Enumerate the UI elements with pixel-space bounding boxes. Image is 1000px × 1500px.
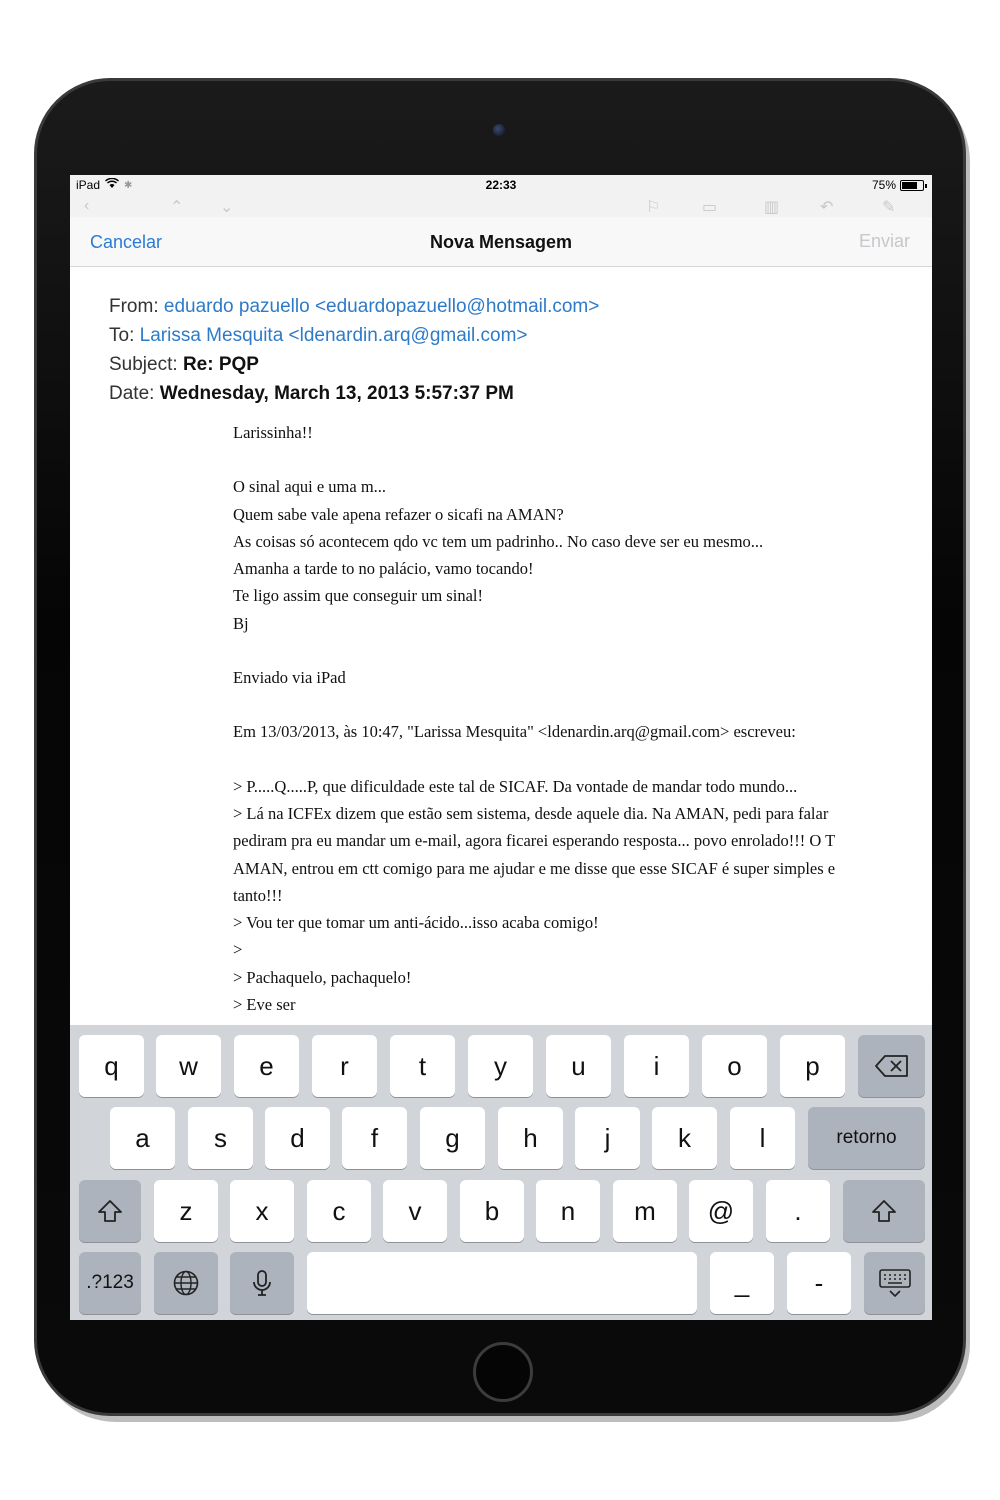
key-x[interactable]: x <box>230 1180 294 1242</box>
delete-icon <box>875 1055 909 1077</box>
key-d[interactable]: d <box>265 1107 330 1169</box>
greeting-line: Larissinha!! <box>233 423 313 442</box>
key-a[interactable]: a <box>110 1107 175 1169</box>
status-right <box>872 178 924 192</box>
body-line: As coisas só acontecem qdo vc tem um padrinho.. No caso deve ser eu mesmo... <box>233 531 764 551</box>
key-underscore[interactable]: _ <box>710 1252 774 1314</box>
from-row <box>109 292 599 321</box>
status-time: 22:33 <box>485 178 517 192</box>
key-o[interactable]: o <box>702 1035 767 1097</box>
subject-label: Subject: <box>109 354 178 375</box>
shift-icon <box>97 1199 123 1223</box>
quoted-line: > Vou ter que tomar um anti-ácido...isso acaba comigo! <box>233 913 599 933</box>
date-label: Date: <box>109 383 155 404</box>
key-dash[interactable]: - <box>787 1252 851 1314</box>
status-bar <box>70 175 932 195</box>
key-c[interactable]: c <box>307 1180 371 1242</box>
key-at[interactable]: @ <box>689 1180 753 1242</box>
flag-icon: ⚐ <box>646 199 661 216</box>
compose-header <box>70 217 932 267</box>
down-chevron-icon: ⌄ <box>220 199 234 216</box>
key-q[interactable]: q <box>79 1035 144 1097</box>
key-n[interactable]: n <box>536 1180 600 1242</box>
compose-icon: ✎ <box>882 199 896 216</box>
subject-value: Re: PQP <box>182 354 259 375</box>
body-line: Quem sabe vale apena refazer o sicafi na AMAN? <box>233 504 564 524</box>
battery-icon <box>900 180 924 191</box>
key-k[interactable]: k <box>652 1107 717 1169</box>
background-mail-toolbar <box>70 195 932 217</box>
key-g[interactable]: g <box>420 1107 485 1169</box>
message-body[interactable] <box>233 419 932 1018</box>
key-r[interactable]: r <box>312 1035 377 1097</box>
back-chevron-icon: ‹ <box>84 197 90 214</box>
home-button[interactable] <box>473 1342 533 1402</box>
mail-headers <box>109 292 599 408</box>
key-m[interactable]: m <box>613 1180 677 1242</box>
reply-icon: ↶ <box>820 199 834 216</box>
key-p[interactable]: p <box>780 1035 845 1097</box>
quoted-line: > <box>233 940 243 960</box>
numbers-key[interactable]: .?123 <box>79 1252 141 1314</box>
blank-line <box>233 746 932 773</box>
quoted-line: > Pachaquelo, pachaquelo! <box>233 967 412 987</box>
device-name: iPad <box>76 178 101 192</box>
return-key[interactable]: retorno <box>808 1107 925 1169</box>
quoted-line: > Lá na ICFEx dizem que estão sem sistema, desde aquele dia. Na AMAN, pedi para falar <box>233 803 829 823</box>
dictation-key[interactable] <box>230 1252 294 1314</box>
body-line: Bj <box>233 613 249 633</box>
compose-title: Nova Mensagem <box>429 232 573 252</box>
blank-line <box>233 637 932 664</box>
battery-fill <box>902 182 917 189</box>
space-bar[interactable] <box>307 1252 697 1314</box>
date-row <box>109 379 599 408</box>
key-e[interactable]: e <box>234 1035 299 1097</box>
to-row <box>109 321 599 350</box>
quoted-line: pediram pra eu mandar um e-mail, agora ficarei esperando resposta... povo enrolado!!! O T <box>233 831 836 851</box>
camera-icon <box>493 124 505 136</box>
screen <box>70 175 932 1320</box>
key-v[interactable]: v <box>383 1180 447 1242</box>
hide-keyboard-key[interactable] <box>864 1252 925 1314</box>
send-button[interactable]: Enviar <box>858 231 910 251</box>
delete-key[interactable] <box>858 1035 925 1097</box>
to-value[interactable]: Larissa Mesquita <ldenardin.arq@gmail.com> <box>139 325 528 346</box>
shift-icon <box>871 1199 897 1223</box>
key-y[interactable]: y <box>468 1035 533 1097</box>
from-value[interactable]: eduardo pazuello <eduardopazuello@hotmail.com> <box>163 296 600 317</box>
cancel-button[interactable]: Cancelar <box>90 232 163 252</box>
folder-icon: ▭ <box>702 199 718 216</box>
key-b[interactable]: b <box>460 1180 524 1242</box>
key-i[interactable]: i <box>624 1035 689 1097</box>
quoted-line: > P.....Q.....P, que dificuldade este tal de SICAF. Da vontade de mandar todo mundo... <box>233 776 798 796</box>
battery-tip <box>925 184 927 188</box>
quote-intro-line: Em 13/03/2013, às 10:47, "Larissa Mesquita" <ldenardin.arq@gmail.com> escreveu: <box>233 722 796 742</box>
date-value: Wednesday, March 13, 2013 5:57:37 PM <box>159 383 514 404</box>
shift-key-left[interactable] <box>79 1180 141 1242</box>
from-label: From: <box>109 296 159 317</box>
quoted-line: tanto!!! <box>233 885 283 905</box>
key-period[interactable]: . <box>766 1180 830 1242</box>
signature-line: Enviado via iPad <box>233 668 346 688</box>
microphone-icon <box>252 1269 272 1297</box>
activity-icon: ✱ <box>124 179 133 191</box>
globe-icon <box>172 1269 200 1297</box>
key-z[interactable]: z <box>154 1180 218 1242</box>
battery-percent: 75% <box>871 178 896 192</box>
globe-key[interactable] <box>154 1252 218 1314</box>
key-f[interactable]: f <box>342 1107 407 1169</box>
quoted-line: > Eve ser <box>233 995 296 1015</box>
key-w[interactable]: w <box>156 1035 221 1097</box>
key-u[interactable]: u <box>546 1035 611 1097</box>
subject-row <box>109 350 599 379</box>
key-h[interactable]: h <box>498 1107 563 1169</box>
blank-line <box>233 446 932 473</box>
to-label: To: <box>109 325 135 346</box>
shift-key-right[interactable] <box>843 1180 925 1242</box>
body-line: Amanha a tarde to no palácio, vamo tocando! <box>233 559 534 579</box>
key-t[interactable]: t <box>390 1035 455 1097</box>
body-line: Te ligo assim que conseguir um sinal! <box>233 586 483 606</box>
quoted-line: AMAN, entrou em ctt comigo para me ajudar e me disse que esse SICAF é super simples e <box>233 858 836 878</box>
trash-icon: ▥ <box>764 199 780 216</box>
key-s[interactable]: s <box>188 1107 253 1169</box>
key-j[interactable]: j <box>575 1107 640 1169</box>
blank-line <box>233 691 932 718</box>
up-chevron-icon: ⌃ <box>170 199 184 216</box>
keyboard <box>70 1025 932 1320</box>
key-l[interactable]: l <box>730 1107 795 1169</box>
hide-keyboard-icon <box>878 1268 912 1298</box>
body-line: O sinal aqui e uma m... <box>233 477 387 497</box>
